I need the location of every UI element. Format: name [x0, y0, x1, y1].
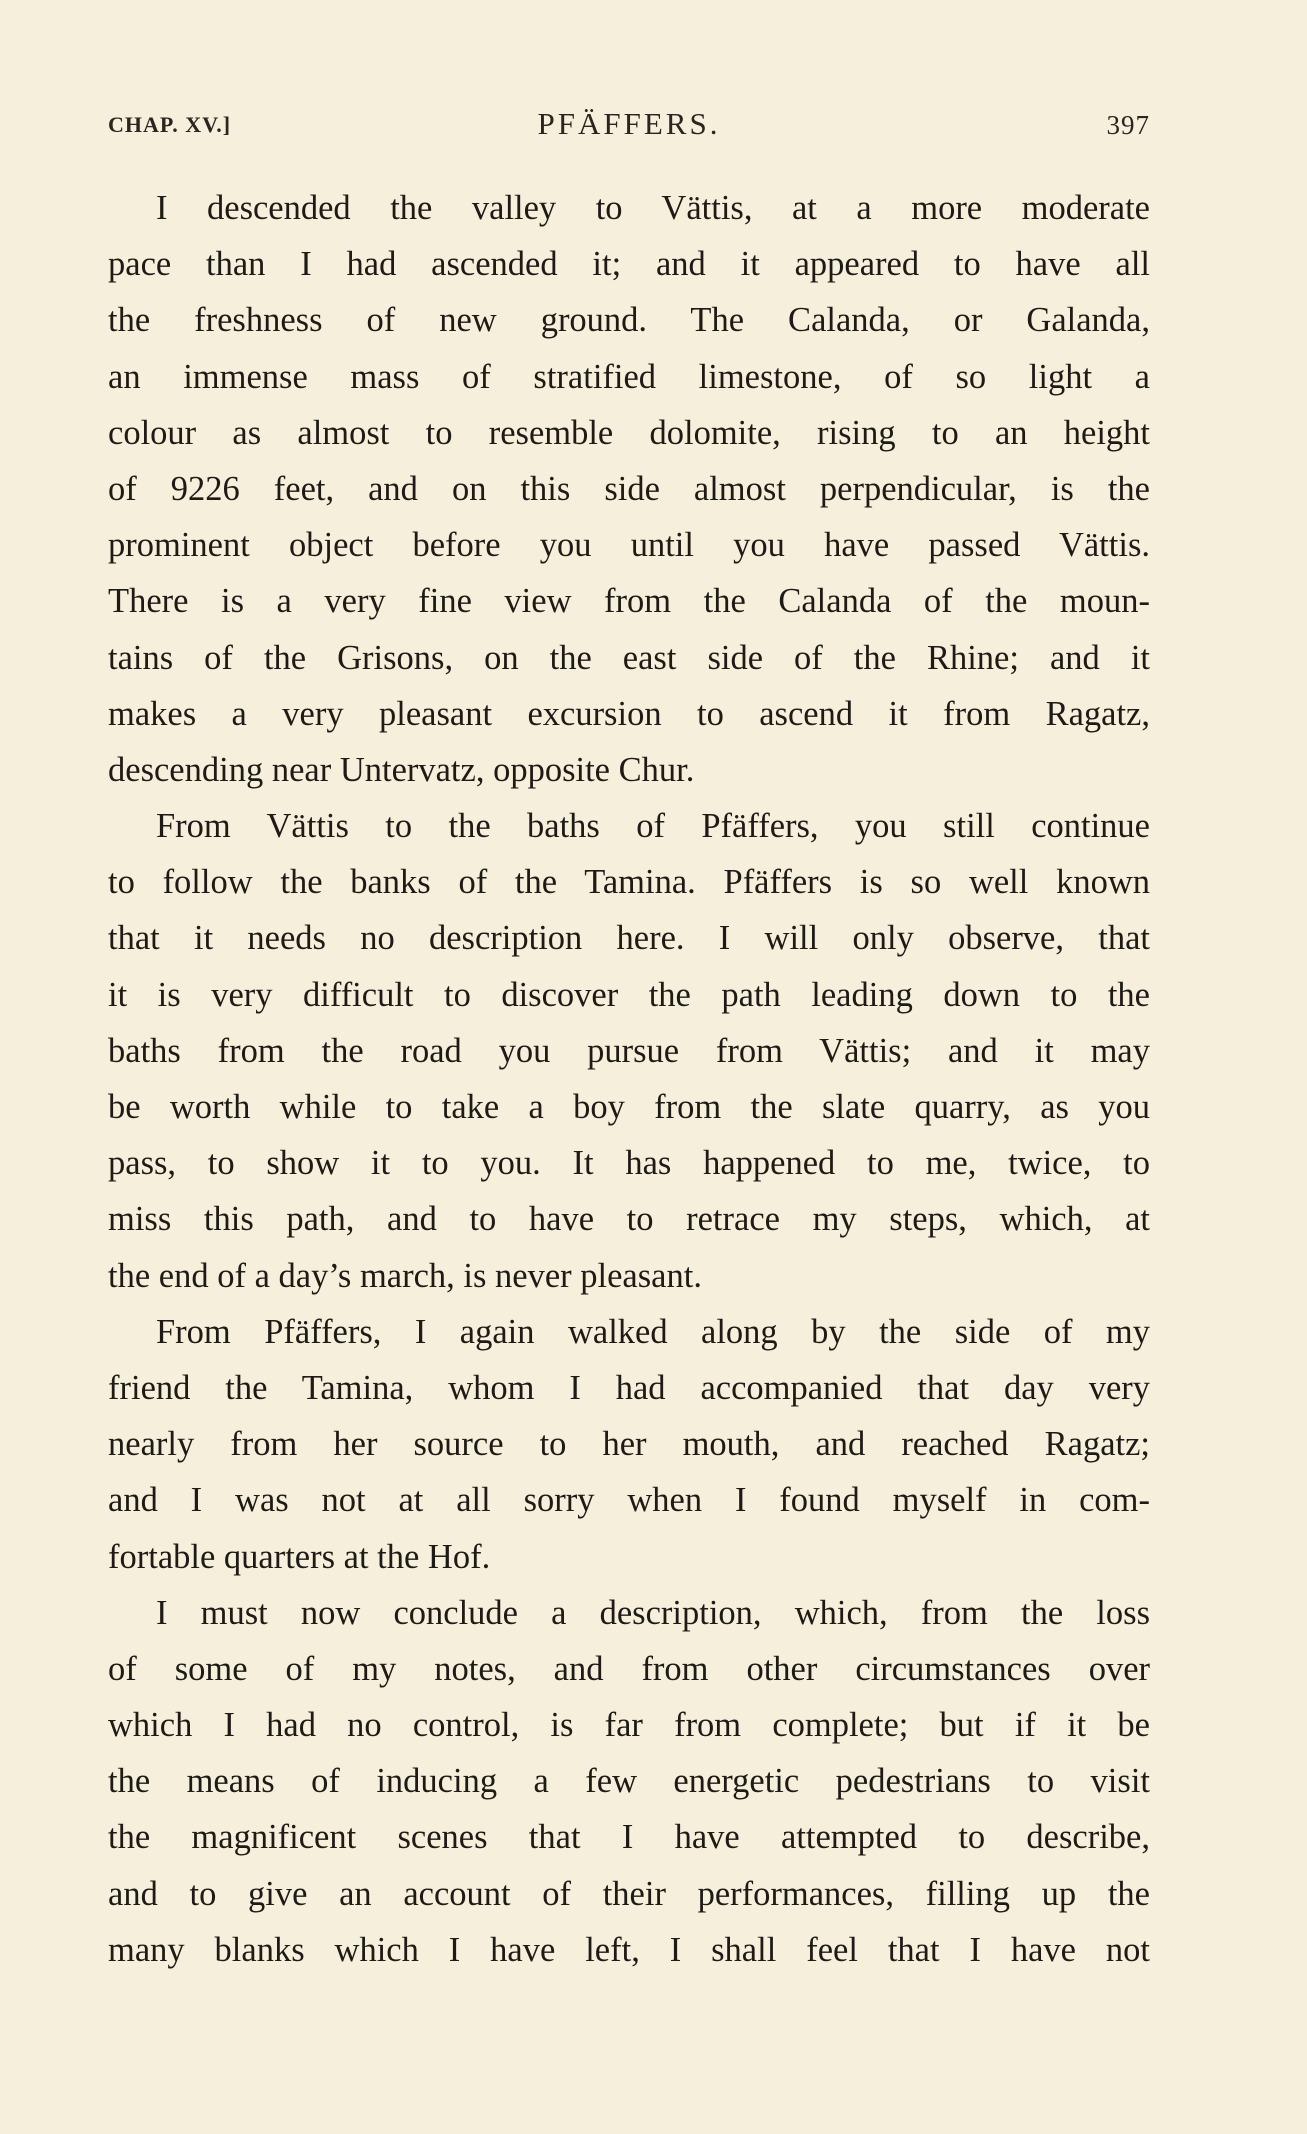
text-line: an immense mass of stratified limestone, of so light a	[108, 357, 1150, 396]
text-line: pace than I had ascended it; and it appeared to have all	[108, 245, 1150, 284]
text-line: of some of my notes, and from other circumstances over	[108, 1649, 1150, 1688]
text-line: to follow the banks of the Tamina. Pfäffers is so well known	[108, 863, 1150, 902]
page-title: PFÄFFERS.	[537, 106, 721, 141]
text-line: I must now conclude a description, which, from the loss	[156, 1593, 1150, 1632]
text-line: colour as almost to resemble dolomite, rising to an height	[108, 413, 1150, 452]
text-line: tains of the Grisons, on the east side of the Rhine; and it	[108, 638, 1150, 677]
text-line: friend the Tamina, whom I had accompanied that day very	[108, 1368, 1150, 1407]
text-line: and to give an account of their performances, filling up the	[108, 1874, 1150, 1913]
text-line: be worth while to take a boy from the slate quarry, as you	[108, 1088, 1150, 1126]
running-head	[108, 106, 1150, 146]
chapter-label: CHAP. XV.]	[108, 112, 232, 137]
text-line: baths from the road you pursue from Vättis; and it may	[108, 1031, 1150, 1070]
text-line: the means of inducing a few energetic pedestrians to visit	[108, 1762, 1150, 1801]
text-line: From Pfäffers, I again walked along by the side of my	[156, 1312, 1150, 1351]
text-line: many blanks which I have left, I shall feel that I have not	[108, 1930, 1150, 1969]
text-line: There is a very fine view from the Calanda of the moun-	[108, 582, 1150, 621]
text-line: fortable quarters at the Hof.	[108, 1537, 491, 1576]
text-line: the end of a day’s march, is never pleasant.	[108, 1256, 702, 1295]
text-line: which I had no control, is far from complete; but if it be	[108, 1706, 1150, 1745]
text-line: From Vättis to the baths of Pfäffers, you still continue	[156, 807, 1150, 846]
text-line: nearly from her source to her mouth, and reached Ragatz;	[108, 1425, 1150, 1464]
text-line: descending near Untervatz, opposite Chur.	[108, 750, 695, 789]
text-line: miss this path, and to have to retrace my steps, which, at	[108, 1200, 1150, 1239]
text-line: pass, to show it to you. It has happened to me, twice, to	[108, 1144, 1150, 1183]
text-line: the magnificent scenes that I have attempted to describe,	[108, 1818, 1150, 1857]
page-number: 397	[1106, 110, 1150, 140]
text-line: the freshness of new ground. The Calanda, or Galanda,	[108, 301, 1150, 340]
text-line: I descended the valley to Vättis, at a more moderate	[156, 189, 1150, 227]
text-line: makes a very pleasant excursion to ascend it from Ragatz,	[108, 694, 1150, 733]
body-text	[108, 180, 1150, 1978]
text-line: prominent object before you until you have passed Vättis.	[108, 526, 1150, 565]
text-line: of 9226 feet, and on this side almost perpendicular, is the	[108, 469, 1150, 508]
text-line: and I was not at all sorry when I found myself in com-	[108, 1481, 1150, 1520]
text-line: it is very difficult to discover the path leading down to the	[108, 975, 1150, 1014]
text-line: that it needs no description here. I will only observe, that	[108, 919, 1150, 958]
